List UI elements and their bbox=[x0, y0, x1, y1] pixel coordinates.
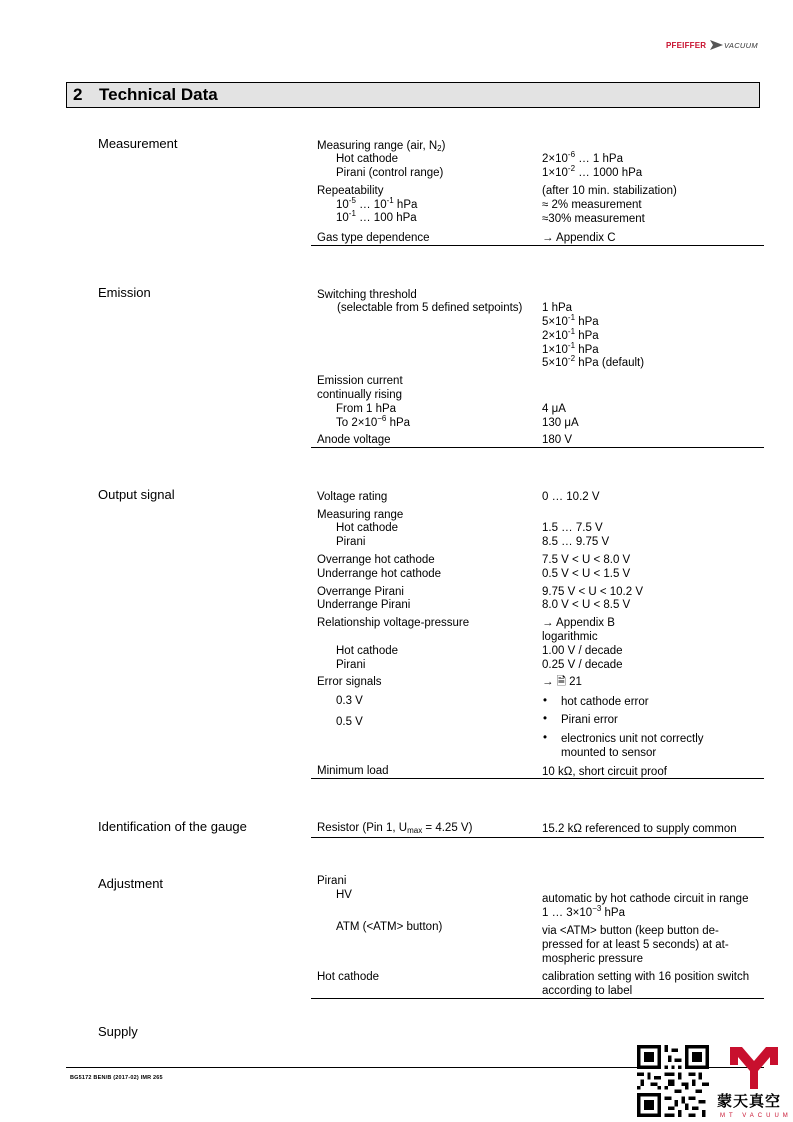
qr-code-icon bbox=[637, 1045, 709, 1117]
section-title-bar bbox=[66, 82, 760, 108]
error-2-voltage: 0.5 V bbox=[336, 716, 363, 728]
error-2-text: Pirani error bbox=[561, 714, 618, 726]
resistor-label: Resistor (Pin 1, $U_{max} = 4.25$ V) bbox=[317, 822, 473, 835]
emission-current-label: Emission current bbox=[317, 375, 403, 387]
bullet-icon: • bbox=[543, 713, 548, 725]
error-1-text: hot cathode error bbox=[561, 696, 649, 708]
resistor-value: 15.2 kΩ referenced to supply common bbox=[542, 823, 737, 835]
underrange-hc-value: 0.5 V < U < 1.5 V bbox=[542, 568, 631, 580]
setpoint-3: $2\times 10^{-1}$ hPa bbox=[542, 327, 599, 342]
setpoint-2: $5\times 10^{-1}$ hPa bbox=[542, 313, 599, 328]
identification-rule bbox=[311, 837, 764, 838]
voltage-rating-label: Voltage rating bbox=[317, 491, 388, 503]
output-pirani-value: 8.5 … 9.75 V bbox=[542, 536, 610, 548]
switching-threshold-label: Switching threshold bbox=[317, 289, 417, 301]
measurement-heading: Measurement bbox=[98, 136, 178, 151]
output-pirani-label: Pirani bbox=[336, 536, 366, 548]
output-signal-heading: Output signal bbox=[98, 487, 175, 502]
adjustment-heading: Adjustment bbox=[98, 876, 164, 891]
from-label: From 1 hPa bbox=[336, 403, 397, 415]
overrange-pirani-value: 9.75 V < U < 10.2 V bbox=[542, 586, 644, 598]
error-signals-value: → 🗎 21 bbox=[542, 676, 582, 688]
anode-voltage-value: 180 V bbox=[542, 434, 573, 446]
setpoint-5: $5\times 10^{-2}$ hPa (default) bbox=[542, 354, 645, 369]
to-value: 130 μA bbox=[542, 417, 579, 429]
continually-rising-label: continually rising bbox=[317, 389, 403, 401]
from-value: 4 μA bbox=[542, 403, 566, 415]
section-number: 2 bbox=[73, 85, 83, 104]
output-measuring-range-label: Measuring range bbox=[317, 509, 404, 521]
minimum-load-value: 10 kΩ, short circuit proof bbox=[542, 766, 667, 778]
hv-label: HV bbox=[336, 889, 352, 901]
pfeiffer-arrow-icon bbox=[710, 40, 723, 50]
voltage-rating-value: 0 … 10.2 V bbox=[542, 491, 600, 503]
overrange-hc-label: Overrange hot cathode bbox=[317, 554, 435, 566]
gas-type-value: → Appendix C bbox=[542, 232, 616, 244]
pirani-control-label: Pirani (control range) bbox=[336, 167, 444, 179]
hc-calibration-line1: calibration setting with 16 position switch bbox=[542, 971, 750, 983]
anode-voltage-label: Anode voltage bbox=[317, 434, 391, 446]
underrange-pirani-value: 8.0 V < U < 8.5 V bbox=[542, 599, 631, 611]
hc-decade-label: Hot cathode bbox=[336, 645, 399, 657]
output-rule bbox=[311, 778, 764, 779]
atm-value-line1: via <ATM> button (keep button de- bbox=[542, 925, 719, 937]
atm-value-line3: mospheric pressure bbox=[542, 953, 643, 965]
minimum-load-label: Minimum load bbox=[317, 765, 389, 777]
measurement-rule bbox=[311, 245, 764, 246]
footer-doc-ref: BG5172 BEN/B (2017-02) IMR 265 bbox=[70, 1075, 163, 1081]
setpoint-1: 1 hPa bbox=[542, 302, 573, 314]
adjustment-hot-cathode-label: Hot cathode bbox=[317, 971, 380, 983]
selectable-setpoints-label: (selectable from 5 defined setpoints) bbox=[337, 302, 523, 314]
repeatability-range-1: $10^{-5}$ … $10^{-1}$ hPa bbox=[336, 196, 418, 211]
error-1-voltage: 0.3 V bbox=[336, 695, 363, 707]
underrange-hc-label: Underrange hot cathode bbox=[317, 568, 442, 580]
bullet-icon: • bbox=[543, 695, 548, 707]
atm-label: ATM (<ATM> button) bbox=[336, 921, 443, 933]
relationship-value: → Appendix B bbox=[542, 617, 615, 629]
error-3-text-line1: electronics unit not correctly bbox=[561, 733, 704, 745]
repeatability-range-2: $10^{-1}$ … 100 hPa bbox=[336, 209, 417, 224]
error-signals-label: Error signals bbox=[317, 676, 382, 688]
hv-value-line1: automatic by hot cathode circuit in range bbox=[542, 893, 749, 905]
supply-heading: Supply bbox=[98, 1024, 138, 1039]
error-3-text-line2: mounted to sensor bbox=[561, 747, 657, 759]
repeatability-label: Repeatability bbox=[317, 185, 384, 197]
hc-calibration-line2: according to label bbox=[542, 985, 633, 997]
hv-value-line2: 1 … $3\times 10^{-3}$ hPa bbox=[542, 904, 625, 919]
vacuum-logo-text: VACUUM bbox=[724, 41, 758, 50]
logarithmic-value: logarithmic bbox=[542, 631, 598, 643]
mt-vacuum-cn-text: 蒙天真空 bbox=[717, 1093, 782, 1110]
hc-decade-value: 1.00 V / decade bbox=[542, 645, 623, 657]
section-title: Technical Data bbox=[99, 85, 218, 104]
mt-vacuum-en-text: MT VACUUM bbox=[720, 1113, 792, 1119]
to-label: To $2\times 10^{-6}$ hPa bbox=[336, 414, 411, 429]
pfeiffer-logo-text: PFEIFFER bbox=[666, 41, 707, 50]
emission-rule bbox=[311, 447, 764, 448]
adjustment-pirani-label: Pirani bbox=[317, 875, 347, 887]
setpoint-4: $1\times 10^{-1}$ hPa bbox=[542, 341, 599, 356]
hot-cathode-range: $2\times 10^{-6}$ … 1 hPa bbox=[542, 150, 623, 165]
overrange-pirani-label: Overrange Pirani bbox=[317, 586, 404, 598]
atm-value-line2: pressed for at least 5 seconds) at at- bbox=[542, 939, 729, 951]
bullet-icon: • bbox=[543, 732, 548, 744]
underrange-pirani-label: Underrange Pirani bbox=[317, 599, 411, 611]
emission-heading: Emission bbox=[98, 285, 151, 300]
identification-heading: Identification of the gauge bbox=[98, 819, 247, 834]
hot-cathode-label: Hot cathode bbox=[336, 153, 399, 165]
pirani-decade-label: Pirani bbox=[336, 659, 366, 671]
overrange-hc-value: 7.5 V < U < 8.0 V bbox=[542, 554, 631, 566]
repeatability-value-2: ≈30% measurement bbox=[542, 213, 645, 225]
relationship-label: Relationship voltage-pressure bbox=[317, 617, 470, 629]
output-hot-cathode-value: 1.5 … 7.5 V bbox=[542, 522, 603, 534]
pirani-control-range: $1\times 10^{-2}$ … 1000 hPa bbox=[542, 164, 643, 179]
mt-vacuum-logo-icon bbox=[728, 1045, 780, 1091]
pirani-decade-value: 0.25 V / decade bbox=[542, 659, 623, 671]
measuring-range-label: Measuring range (air, $N_2$) bbox=[317, 140, 446, 153]
gas-type-label: Gas type dependence bbox=[317, 232, 430, 244]
output-hot-cathode-label: Hot cathode bbox=[336, 522, 399, 534]
repeatability-value-1: ≈ 2% measurement bbox=[542, 199, 642, 211]
adjustment-rule bbox=[311, 998, 764, 999]
repeatability-note: (after 10 min. stabilization) bbox=[542, 185, 677, 197]
